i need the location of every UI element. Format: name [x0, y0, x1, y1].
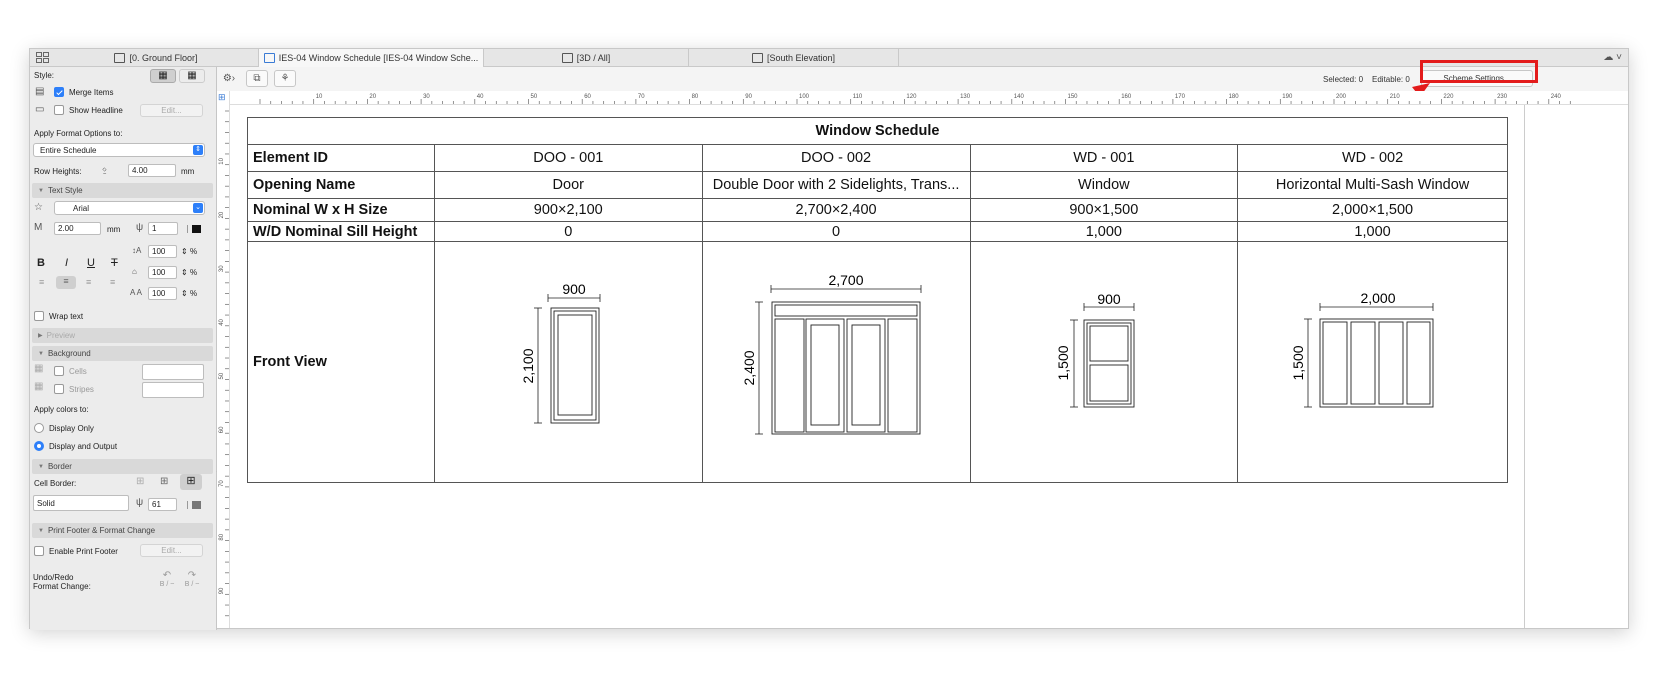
- scale-stepper-1[interactable]: ⇕ %: [181, 247, 198, 256]
- underline-button[interactable]: U: [87, 257, 95, 269]
- table-cell[interactable]: 900×2,100: [434, 199, 702, 222]
- font-size-unit: mm: [107, 225, 121, 234]
- collapse-triangle-icon: ▼: [38, 350, 44, 357]
- char-spacing-icon: ↕A: [132, 246, 142, 255]
- select-arrow-icon: ⇕: [193, 145, 203, 155]
- table-cell[interactable]: WD - 001: [970, 145, 1238, 172]
- border-section[interactable]: ▼ Border: [32, 459, 213, 474]
- merge-icon: ▤: [35, 86, 45, 97]
- border-pen-icon: ψ: [136, 497, 144, 508]
- font-favorite-icon[interactable]: ☆: [34, 202, 43, 213]
- ruler-label: 80: [219, 533, 225, 541]
- ruler-label: 80: [691, 94, 699, 100]
- wrap-text-checkbox[interactable]: Wrap text: [34, 311, 83, 321]
- dim-width-label: 2,700: [828, 272, 864, 288]
- 3d-icon: [562, 53, 573, 63]
- strikethrough-button[interactable]: T: [111, 257, 118, 269]
- table-cell[interactable]: DOO - 002: [702, 145, 970, 172]
- display-only-radio-dot[interactable]: [34, 423, 44, 433]
- ruler-label: 40: [476, 94, 484, 100]
- table-row: [248, 222, 1508, 242]
- schedule-title[interactable]: Window Schedule: [248, 118, 1508, 145]
- merge-items-checkbox[interactable]: Merge Items: [54, 87, 113, 97]
- cells-check[interactable]: [54, 366, 64, 376]
- dim-width-label: 900: [1097, 291, 1121, 307]
- redo-format-button[interactable]: ↷ B / ~: [184, 570, 200, 588]
- font-size-icon: M: [34, 222, 43, 233]
- apply-colors-label: Apply colors to:: [34, 405, 89, 414]
- undo-redo-label: Undo/Redo Format Change:: [33, 573, 91, 591]
- ruler-label: 210: [1389, 94, 1400, 100]
- ruler-label: 240: [1550, 94, 1561, 100]
- scale-input-2[interactable]: 100: [148, 266, 177, 279]
- cells-color-field[interactable]: [142, 364, 204, 380]
- apply-format-label: Apply Format Options to:: [34, 129, 123, 138]
- enable-print-footer-checkbox[interactable]: Enable Print Footer: [34, 546, 118, 556]
- line-type-select[interactable]: Solid: [33, 495, 129, 511]
- ruler-label: 10: [219, 158, 225, 165]
- table-row: [248, 199, 1508, 222]
- pen-icon: ψ: [136, 222, 144, 233]
- table-row: [248, 145, 1508, 172]
- row-header[interactable]: Element ID: [248, 145, 435, 172]
- ruler-label: 130: [960, 94, 971, 100]
- table-cell[interactable]: Door: [434, 172, 702, 199]
- table-cell[interactable]: WD - 002: [1238, 145, 1508, 172]
- page-edge: [1524, 105, 1525, 628]
- row-height-icon: ⍚: [102, 164, 108, 175]
- ruler-label: 160: [1121, 94, 1132, 100]
- print-footer-section[interactable]: ▼ Print Footer & Format Change: [32, 523, 213, 538]
- ruler-ticks: [230, 91, 1630, 105]
- cell-border-label: Cell Border:: [34, 479, 77, 488]
- cells-checkbox[interactable]: Cells: [54, 366, 87, 376]
- table-row: [248, 242, 1508, 483]
- show-headline-checkbox[interactable]: Show Headline: [54, 105, 123, 115]
- table-cell[interactable]: [702, 172, 970, 199]
- door-elevation-drawing: [508, 280, 628, 440]
- ruler-label: 90: [745, 94, 752, 100]
- double-door-elevation-drawing: [741, 272, 931, 445]
- tab-bar: [30, 49, 1628, 67]
- row-header[interactable]: Opening Name: [248, 172, 435, 199]
- align-justify-icon[interactable]: ≡: [110, 277, 116, 287]
- ruler-label: 60: [584, 94, 591, 100]
- select-in-model-icon[interactable]: ⧉: [246, 70, 268, 87]
- border-color-swatch[interactable]: [187, 501, 201, 509]
- apply-format-select[interactable]: Entire Schedule ⇕: [33, 143, 205, 157]
- border-all-icon[interactable]: ⊞: [180, 474, 202, 490]
- footer-edit-button[interactable]: Edit...: [140, 544, 203, 557]
- style-label: Style:: [34, 71, 55, 80]
- ruler-label: 200: [1336, 94, 1347, 100]
- headline-edit-button[interactable]: Edit...: [140, 104, 203, 117]
- format-panel: [30, 67, 217, 630]
- border-pen-input[interactable]: 61: [148, 498, 177, 511]
- chevron-down-icon: ⌄: [193, 203, 203, 213]
- collapse-triangle-icon: ▼: [38, 463, 44, 470]
- cells-icon: ▦: [34, 363, 44, 374]
- display-and-output-radio-dot[interactable]: [34, 441, 44, 451]
- multi-sash-window-drawing: [1289, 290, 1448, 425]
- selected-count: Selected: 0: [1323, 75, 1364, 84]
- align-right-icon[interactable]: ≡: [86, 277, 92, 287]
- row-header[interactable]: Nominal W x H Size: [248, 199, 435, 222]
- expand-triangle-icon: ▶: [38, 333, 43, 339]
- display-only-radio[interactable]: Display Only: [34, 423, 94, 433]
- undo-format-button[interactable]: ↶ B / ~: [159, 570, 175, 588]
- row-heights-unit: mm: [181, 167, 195, 176]
- dim-height-label: 2,400: [741, 350, 758, 386]
- archicad-window: [29, 48, 1629, 629]
- preview-section[interactable]: ▶ Preview: [32, 328, 213, 343]
- ruler-label: 70: [219, 480, 225, 487]
- row-header[interactable]: Front View: [248, 242, 435, 483]
- italic-button[interactable]: I: [65, 257, 69, 269]
- font-size-input[interactable]: 2.00: [54, 222, 101, 235]
- ruler-label: 10: [315, 94, 323, 100]
- collapse-triangle-icon: ▼: [38, 527, 44, 534]
- table-cell[interactable]: 2,000×1,500: [1238, 199, 1508, 222]
- style-grid-icon[interactable]: ▦: [150, 69, 176, 83]
- border-none-icon[interactable]: ⊞: [136, 476, 145, 487]
- dim-height-label: 1,500: [1289, 345, 1306, 381]
- ruler-label: 20: [369, 94, 377, 100]
- ruler-ticks-vertical: [217, 91, 230, 631]
- table-cell[interactable]: Horizontal Multi-Sash Window: [1238, 172, 1508, 199]
- cell-text: Double Door with 2 Sidelights, Trans...: [712, 177, 960, 194]
- window-menu-icon[interactable]: ☁ ˅: [1603, 52, 1622, 63]
- tab-3d-all[interactable]: [3D / All]: [484, 49, 689, 67]
- slant-icon: ⌂: [132, 267, 137, 276]
- display-and-output-radio[interactable]: Display and Output: [34, 441, 117, 451]
- table-cell[interactable]: 1,000: [1238, 222, 1508, 242]
- table-cell[interactable]: 1,000: [970, 222, 1238, 242]
- schedule-icon: [264, 53, 275, 63]
- ruler-label: 20: [219, 211, 225, 219]
- ruler-label: 90: [219, 587, 225, 595]
- merge-items-check[interactable]: [54, 87, 64, 97]
- row-heights-label: Row Heights:: [34, 167, 82, 176]
- dim-width-label: 900: [562, 281, 586, 297]
- stripes-check[interactable]: [54, 384, 64, 394]
- gear-icon[interactable]: ⚙›: [222, 73, 236, 84]
- show-headline-check[interactable]: [54, 105, 64, 115]
- border-outer-icon[interactable]: ⊞: [160, 476, 169, 487]
- text-style-section[interactable]: ▼ Text Style: [32, 183, 213, 198]
- ruler-label: 120: [906, 94, 917, 100]
- front-view-window-2[interactable]: [1238, 242, 1508, 483]
- ruler-label: 70: [637, 94, 645, 100]
- scale-stepper-2[interactable]: ⇕ %: [181, 268, 198, 277]
- ruler-label: 140: [1013, 94, 1024, 100]
- table-cell[interactable]: 0: [702, 222, 970, 242]
- ruler-label: 30: [219, 265, 225, 273]
- align-left-icon[interactable]: ≡: [39, 277, 45, 287]
- table-cell[interactable]: 2,700×2,400: [702, 199, 970, 222]
- window-schedule-table: [247, 117, 1508, 483]
- front-view-door-1[interactable]: [434, 242, 702, 483]
- row-heights-input[interactable]: 4.00: [128, 164, 176, 177]
- ruler-label: 40: [219, 319, 225, 326]
- horizontal-ruler: [230, 91, 1628, 105]
- stripes-color-field[interactable]: [142, 382, 204, 398]
- tab-ground-floor[interactable]: [0. Ground Floor]: [54, 49, 259, 67]
- ruler-label: 180: [1228, 94, 1239, 100]
- dim-height-label: 2,100: [520, 348, 537, 384]
- ruler-label: 230: [1497, 94, 1508, 100]
- width-scale-icon: A A: [130, 288, 143, 297]
- ruler-label: 100: [799, 94, 810, 100]
- editable-count: Editable: 0: [1372, 75, 1410, 84]
- font-select[interactable]: Arial ⌄: [54, 201, 205, 215]
- scale-stepper-3[interactable]: ⇕ %: [181, 289, 198, 298]
- tab-south-elevation[interactable]: [South Elevation]: [689, 49, 899, 67]
- ruler-label: 60: [219, 426, 225, 434]
- vertical-ruler: [217, 91, 230, 628]
- scale-input-3[interactable]: 100: [148, 287, 177, 300]
- ruler-label: 30: [423, 94, 430, 100]
- ruler-label: 150: [1067, 94, 1078, 100]
- pen-color-swatch[interactable]: [187, 225, 201, 233]
- stripes-checkbox[interactable]: Stripes: [54, 384, 94, 394]
- window-elevation-drawing: [1054, 291, 1154, 425]
- collapse-triangle-icon: ▼: [38, 187, 44, 194]
- ruler-label: 190: [1282, 94, 1293, 100]
- table-cell[interactable]: Window: [970, 172, 1238, 199]
- bold-button[interactable]: B: [37, 257, 45, 269]
- ruler-label: 220: [1443, 94, 1454, 100]
- floor-plan-icon: [114, 53, 125, 63]
- tab-window-schedule[interactable]: IES-04 Window Schedule [IES-04 Window Sche...: [259, 49, 484, 67]
- row-header[interactable]: W/D Nominal Sill Height: [248, 222, 435, 242]
- style-list-icon[interactable]: ▦: [179, 69, 205, 83]
- scale-input-1[interactable]: 100: [148, 245, 177, 258]
- dim-height-label: 1,500: [1054, 345, 1071, 381]
- front-view-door-2[interactable]: [702, 242, 970, 483]
- background-section[interactable]: ▼ Background: [32, 346, 213, 361]
- table-row: [248, 172, 1508, 199]
- table-cell[interactable]: DOO - 001: [434, 145, 702, 172]
- elevation-icon: [752, 53, 763, 63]
- front-view-window-1[interactable]: [970, 242, 1238, 483]
- scheme-settings-button[interactable]: Scheme Settings...: [1421, 70, 1533, 87]
- ruler-label: 50: [219, 372, 225, 380]
- ruler-origin-icon[interactable]: ⊞: [218, 92, 226, 102]
- pen-number-input[interactable]: 1: [148, 222, 178, 235]
- table-cell[interactable]: 0: [434, 222, 702, 242]
- ruler-label: 110: [852, 94, 863, 100]
- stripes-icon: ▦: [34, 381, 44, 392]
- headline-icon: ▭: [35, 104, 45, 115]
- ruler-label: 50: [530, 94, 538, 100]
- ruler-label: 170: [1174, 94, 1185, 100]
- tab-overview-icon[interactable]: [36, 52, 50, 63]
- dim-width-label: 2,000: [1360, 290, 1396, 306]
- table-cell[interactable]: 900×1,500: [970, 199, 1238, 222]
- align-center-icon[interactable]: ≡: [56, 276, 76, 289]
- schedule-sheet: [230, 105, 1628, 628]
- enable-print-footer-check[interactable]: [34, 546, 44, 556]
- find-select-icon[interactable]: ⚘: [274, 70, 296, 87]
- wrap-text-check[interactable]: [34, 311, 44, 321]
